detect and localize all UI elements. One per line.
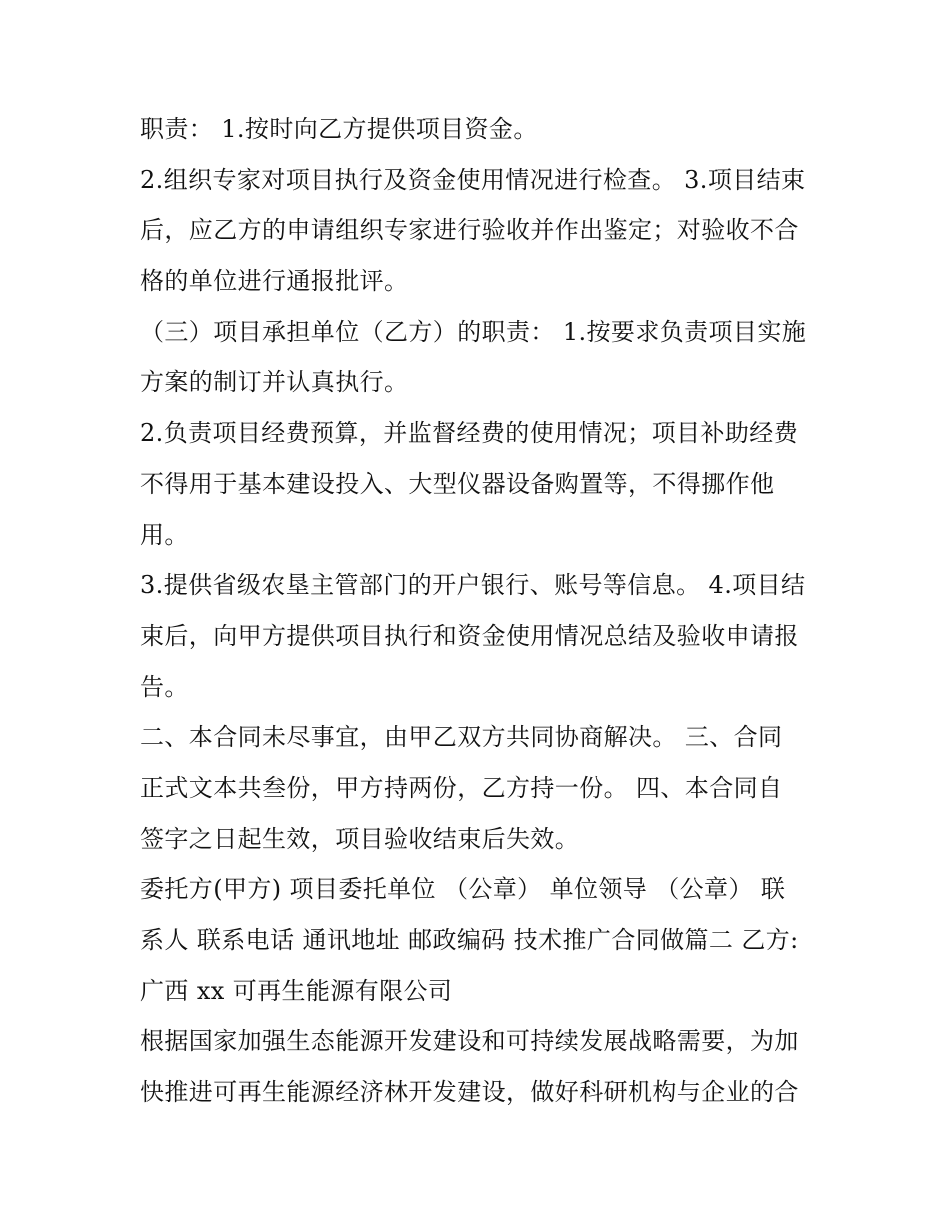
text-line: 根据国家加强生态能源开发建设和可持续发展战略需要，为加 <box>140 1027 799 1056</box>
text-line: （三）项目承担单位（乙方）的职责： 1.按要求负责项目实施 <box>140 317 807 346</box>
text-line: 2.负责项目经费预算，并监督经费的使用情况；项目补助经费 <box>140 419 799 448</box>
text-line: 签字之日起生效，项目验收结束后失效。 <box>140 824 580 853</box>
text-line: 二、本合同未尽事宜，由甲乙双方共同协商解决。 三、合同 <box>140 723 783 752</box>
text-line: 束后，向甲方提供项目执行和资金使用情况总结及验收申请报 <box>140 621 799 650</box>
text-line: 系人 联系电话 通讯地址 邮政编码 技术推广合同做篇二 乙方: <box>140 926 799 954</box>
text-line: 广西 xx 可再生能源有限公司 <box>140 976 453 1005</box>
text-line: 正式文本共叁份，甲方持两份，乙方持一份。 四、本合同自 <box>140 773 783 802</box>
text-line: 委托方(甲方) 项目委托单位 （公章） 单位领导 （公章） 联 <box>140 875 786 904</box>
text-line: 3.提供省级农垦主管部门的开户银行、账号等信息。 4.项目结 <box>140 571 806 600</box>
text-line: 格的单位进行通报批评。 <box>140 267 409 296</box>
text-line: 用。 <box>140 520 189 549</box>
text-line: 快推进可再生能源经济林开发建设，做好科研机构与企业的合 <box>140 1078 799 1107</box>
text-line: 后，应乙方的申请组织专家进行验收并作出鉴定；对验收不合 <box>140 216 799 245</box>
text-line: 2.组织专家对项目执行及资金使用情况进行检查。 3.项目结束 <box>140 165 806 194</box>
text-line: 告。 <box>140 672 189 701</box>
text-line: 不得用于基本建设投入、大型仪器设备购置等，不得挪作他 <box>140 469 775 498</box>
text-line: 职责： 1.按时向乙方提供项目资金。 <box>140 115 538 143</box>
text-line: 方案的制订并认真执行。 <box>140 368 409 397</box>
contract-body-text <box>140 104 820 1118</box>
